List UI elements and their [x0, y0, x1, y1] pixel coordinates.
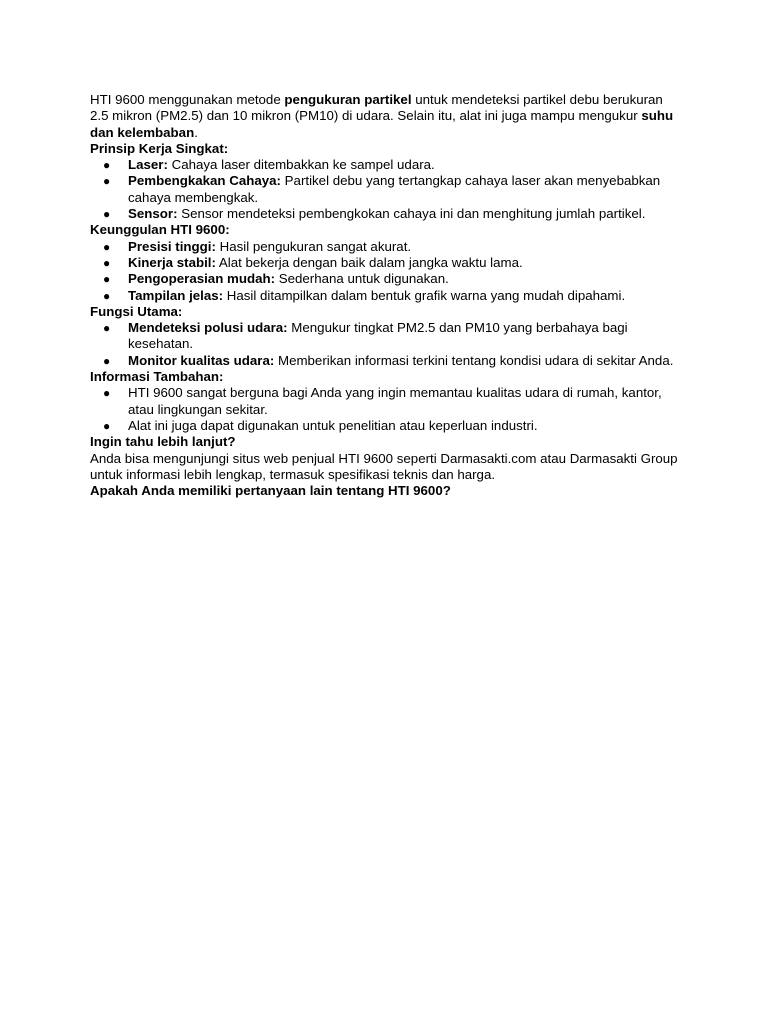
heading-prinsip: Prinsip Kerja Singkat: — [90, 140, 229, 156]
bullet-icon: ● — [103, 239, 111, 254]
list-item — [90, 157, 680, 173]
bullet-icon: ● — [103, 288, 111, 303]
bullet-icon: ● — [103, 174, 111, 189]
heading-more: Ingin tahu lebih lanjut? — [90, 434, 236, 450]
heading-keunggulan: Keunggulan HTI 9600: — [90, 222, 230, 238]
bullet-icon: ● — [103, 418, 111, 433]
list-prinsip — [90, 157, 680, 222]
list-item — [90, 385, 680, 418]
list-item — [90, 353, 680, 369]
heading-informasi: Informasi Tambahan: — [90, 369, 224, 385]
list-item — [90, 239, 680, 255]
item-text: Sederhana untuk digunakan. — [275, 271, 449, 287]
item-text: Memberikan informasi terkini tentang kondisi udara di sekitar Anda. — [274, 352, 674, 368]
intro-bold-measure: suhu dan kelembaban — [90, 108, 674, 140]
list-keunggulan — [90, 239, 680, 304]
bullet-icon: ● — [103, 272, 111, 287]
item-label: Pengoperasian mudah: — [128, 271, 276, 287]
bullet-icon: ● — [103, 255, 111, 270]
heading-fungsi: Fungsi Utama: — [90, 303, 183, 319]
item-label: Kinerja stabil: — [128, 254, 216, 270]
item-text: Sensor mendeteksi pembengkokan cahaya ini dan menghitung jumlah partikel. — [177, 206, 646, 222]
list-fungsi — [90, 320, 680, 369]
bullet-icon: ● — [103, 158, 111, 173]
list-item — [90, 255, 680, 271]
item-label: Monitor kualitas udara: — [128, 352, 275, 368]
item-label: Tampilan jelas: — [128, 287, 224, 303]
closing-question: Apakah Anda memiliki pertanyaan lain tentang HTI 9600? — [90, 483, 451, 499]
list-item — [90, 288, 680, 304]
item-text: HTI 9600 sangat berguna bagi Anda yang ingin memantau kualitas udara di rumah, kantor, atau lingkungan sekitar. — [128, 385, 662, 417]
document-body — [90, 92, 680, 499]
item-text: Hasil ditampilkan dalam bentuk grafik warna yang mudah dipahami. — [223, 287, 626, 303]
intro-text-2: untuk mendeteksi partikel debu berukuran 2.5 mikron (PM2.5) dan 10 mikron (PM10) di udara. Selain itu, alat ini juga mampu mengukur — [90, 92, 663, 124]
item-text: Hasil pengukuran sangat akurat. — [215, 238, 412, 254]
bullet-icon: ● — [103, 321, 111, 336]
intro-text-1: HTI 9600 menggunakan metode — [90, 92, 285, 107]
item-label: Pembengkakan Cahaya: — [128, 173, 281, 189]
list-item — [90, 418, 680, 434]
intro-paragraph — [90, 92, 680, 141]
item-text: Alat bekerja dengan baik dalam jangka waktu lama. — [215, 254, 523, 270]
intro-bold-method: pengukuran partikel — [284, 92, 412, 107]
item-label: Laser: — [128, 157, 168, 173]
list-item — [90, 320, 680, 353]
item-text: Cahaya laser ditembakkan ke sampel udara. — [167, 157, 435, 173]
item-label: Sensor: — [128, 206, 178, 222]
bullet-icon: ● — [103, 353, 111, 368]
list-item — [90, 206, 680, 222]
item-label: Mendeteksi polusi udara: — [128, 320, 288, 336]
list-informasi — [90, 385, 680, 434]
intro-text-3: . — [194, 124, 198, 140]
list-item — [90, 271, 680, 287]
item-text: Mengukur tingkat PM2.5 dan PM10 yang berbahaya bagi kesehatan. — [128, 320, 628, 352]
item-label: Presisi tinggi: — [128, 238, 216, 254]
item-text: Partikel debu yang tertangkap cahaya laser akan menyebabkan cahaya membengkak. — [128, 173, 661, 205]
list-item — [90, 173, 680, 206]
item-text: Alat ini juga dapat digunakan untuk penelitian atau keperluan industri. — [128, 417, 538, 433]
more-paragraph: Anda bisa mengunjungi situs web penjual HTI 9600 seperti Darmasakti.com atau Darmasakti Group untuk informasi lebih lengkap, termasuk spesifikasi teknis dan harga. — [90, 450, 678, 482]
bullet-icon: ● — [103, 207, 111, 222]
bullet-icon: ● — [103, 386, 111, 401]
